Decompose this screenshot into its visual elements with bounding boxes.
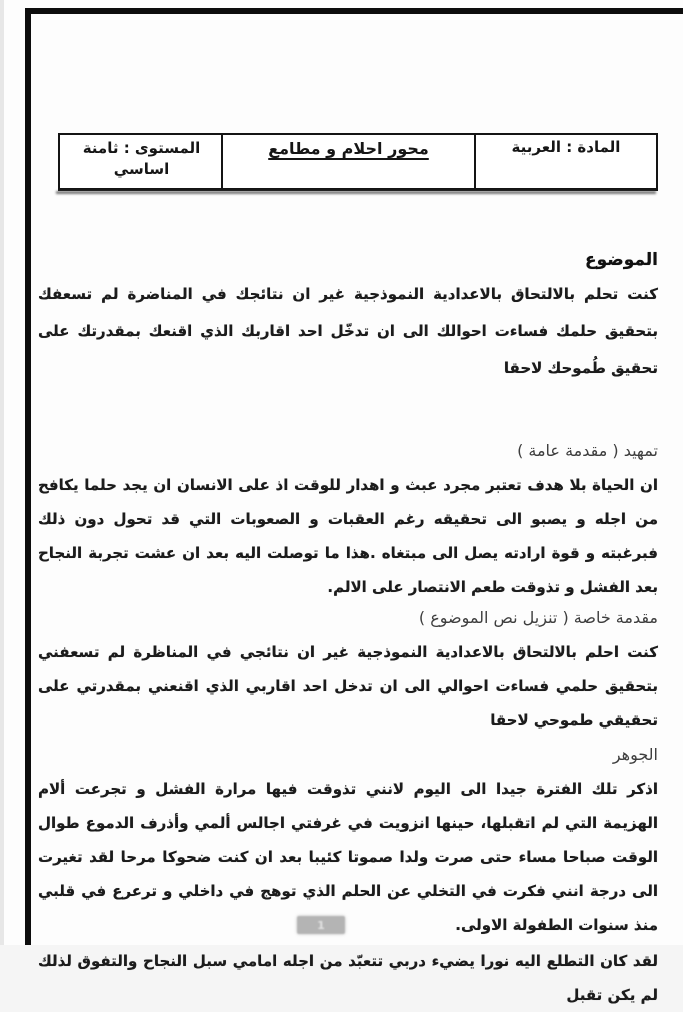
- axis-title-cell: [221, 135, 474, 188]
- scan-border-left: [25, 8, 31, 945]
- jawhar-heading: الجوهر: [612, 745, 658, 764]
- subject-cell: [474, 135, 656, 188]
- header-table: [58, 133, 658, 191]
- page-number: 1: [317, 918, 325, 932]
- level-line1: المستوى : ثامنة: [82, 139, 201, 157]
- axis-title-label: محور احلام و مطامع: [268, 139, 429, 158]
- document-body: [38, 250, 658, 1012]
- scan-edge-strip: [0, 0, 4, 945]
- level-line2: اساسي: [113, 160, 170, 178]
- topic-heading: الموضوع: [585, 250, 658, 270]
- subject-label: المادة : العربية: [511, 138, 621, 156]
- topic-paragraph: كنت تحلم بالالتحاق بالاعدادية النموذجية غير ان نتائجك في المناضرة لم تسعفك بتحقيق حلمك فساءت احوالك الى ان تدخّل احد اقاربك الذي اقنعك بمقدرتك على تحقيق طُموحك لاحقا: [38, 285, 658, 377]
- muqaddima-heading: مقدمة خاصة ( تنزيل نص الموضوع ): [418, 608, 658, 627]
- level-cell: [62, 135, 221, 188]
- jawhar-paragraph-1: اذكر تلك الفترة جيدا الى اليوم لانني تذوقت فيها مرارة الفشل و تجرعت ألام الهزيمة التي لم اتقبلها، حينها انزويت في غرفتي اجالس ألمي وأذرف الدموع طوال الوقت صباحا مساء حتى صرت ولدا صموتا كئيبا بعد ان كنت ضحوكا مرحا لقد تغيرت الى درجة انني فكرت في التخلي عن الحلم الذي توهج في داخلي و ترعرع في قلبي منذ سنوات الطفولة الاولى.: [38, 780, 658, 934]
- tamhid-heading: تمهيد ( مقدمة عامة ): [517, 441, 658, 460]
- scan-border-top: [27, 8, 683, 14]
- page-number-badge: [297, 916, 345, 934]
- muqaddima-paragraph: كنت احلم بالالتحاق بالاعدادية النموذجية غير ان نتائجي في المناظرة لم تسعفني بتحقيق حلمي فساءت احوالي الى ان تدخل احد اقاربي الذي اقنعني بمقدرتي على تحقيقي طموحي لاحقا: [38, 643, 658, 729]
- table-bottom-smudge: [56, 191, 656, 194]
- tamhid-paragraph: ان الحياة بلا هدف تعتبر مجرد عبث و اهدار للوقت اذ على الانسان ان يجد حلما يكافح من اجله و يصبو الى تحقيقه رغم العقبات و الصعوبات التي قد تحول دون ذلك فبرغبته و قوة ارادته يصل الى مبتغاه .هذا ما توصلت اليه بعد ان عشت تجربة النجاح بعد الفشل و تذوقت طعم الانتصار على الالم.: [38, 476, 658, 596]
- jawhar-paragraph-2: لقد كان التطلع اليه نورا يضيء دربي تتعبّد من اجله امامي سبل النجاح والتفوق لذلك لم يكن تقبل: [38, 952, 658, 1004]
